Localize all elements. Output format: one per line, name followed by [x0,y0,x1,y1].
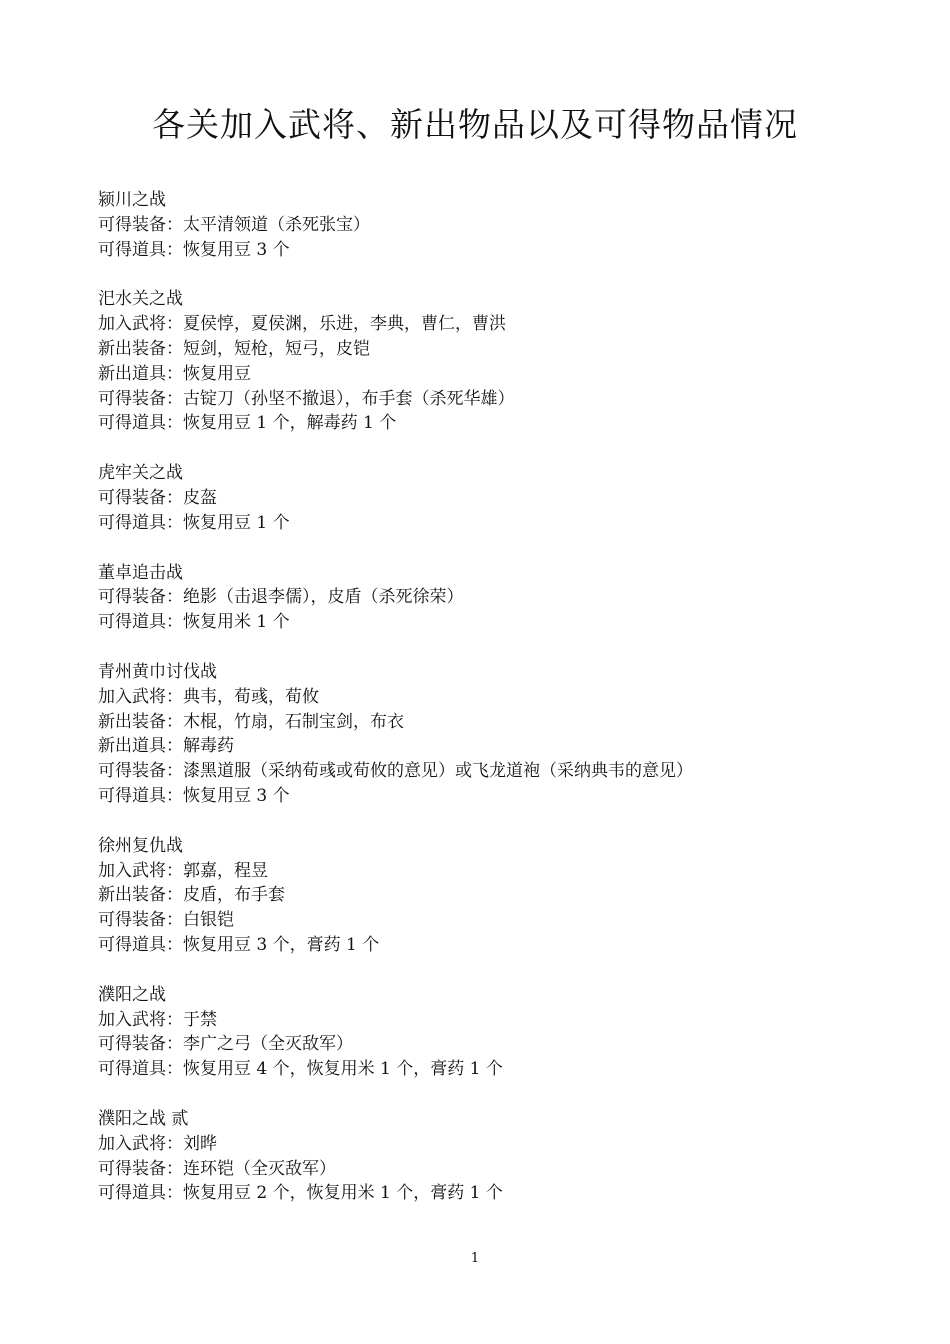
battle-section [98,983,898,1082]
entry-line: 可得装备：皮盔 [98,487,217,508]
battle-section [98,188,898,262]
entry-line: 可得道具：恢复用豆 1 个，解毒药 1 个 [98,413,397,434]
entry-line: 加入武将：郭嘉，程昱 [98,860,268,881]
battle-section [98,461,898,535]
entry-line: 可得装备：李广之弓（全灭敌军） [98,1034,353,1055]
battle-name: 董卓追击战 [98,562,183,583]
battle-name: 青州黄巾讨伐战 [98,661,217,682]
entry-line: 可得道具：恢复用豆 3 个 [98,785,290,806]
battle-section [98,1107,898,1206]
entry-line: 新出装备：短剑，短枪，短弓，皮铠 [98,338,370,359]
entry-line: 新出装备：皮盾，布手套 [98,885,285,906]
battle-name: 汜水关之战 [98,289,183,310]
entry-line: 加入武将：夏侯惇，夏侯渊，乐进，李典，曹仁，曹洪 [98,314,506,335]
entry-line: 可得道具：恢复用豆 4 个，恢复用米 1 个，膏药 1 个 [98,1059,503,1080]
entry-line: 加入武将：典韦，荀彧，荀攸 [98,686,319,707]
battle-name: 濮阳之战 [98,984,166,1005]
battle-section [98,287,898,436]
entry-line: 新出道具：恢复用豆 [98,363,251,384]
battle-section [98,660,898,809]
entry-line: 加入武将：于禁 [98,1009,217,1030]
entry-line: 可得道具：恢复用豆 1 个 [98,512,290,533]
battle-section [98,834,898,958]
entry-line: 加入武将：刘晔 [98,1133,217,1154]
entry-line: 可得道具：恢复用豆 2 个，恢复用米 1 个，膏药 1 个 [98,1183,503,1204]
entry-line: 可得道具：恢复用豆 3 个，膏药 1 个 [98,934,380,955]
entry-line: 可得装备：太平清领道（杀死张宝） [98,214,370,235]
entry-line: 可得道具：恢复用豆 3 个 [98,239,290,260]
entry-line: 可得装备：连环铠（全灭敌军） [98,1158,336,1179]
battle-name: 颍川之战 [98,190,166,210]
battle-name: 濮阳之战 贰 [98,1108,189,1129]
battle-name: 虎牢关之战 [98,463,183,484]
entry-line: 新出装备：木棍，竹扇，石制宝剑，布衣 [98,711,404,732]
entry-line: 新出道具：解毒药 [98,736,234,757]
entry-line: 可得道具：恢复用米 1 个 [98,612,290,633]
entry-line: 可得装备：白银铠 [98,910,234,931]
page-number: 1 [470,1251,480,1266]
battle-section [98,561,898,635]
entry-line: 可得装备：古锭刀（孙坚不撤退），布手套（杀死华雄） [98,388,515,409]
page-title: 各关加入武将、新出物品以及可得物品情况 [152,105,798,144]
entry-line: 可得装备：绝影（击退李儒），皮盾（杀死徐荣） [98,587,464,608]
document-body [98,188,898,1231]
entry-line: 可得装备：漆黑道服（采纳荀彧或荀攸的意见）或飞龙道袍（采纳典韦的意见） [98,761,693,782]
battle-name: 徐州复仇战 [98,835,183,856]
